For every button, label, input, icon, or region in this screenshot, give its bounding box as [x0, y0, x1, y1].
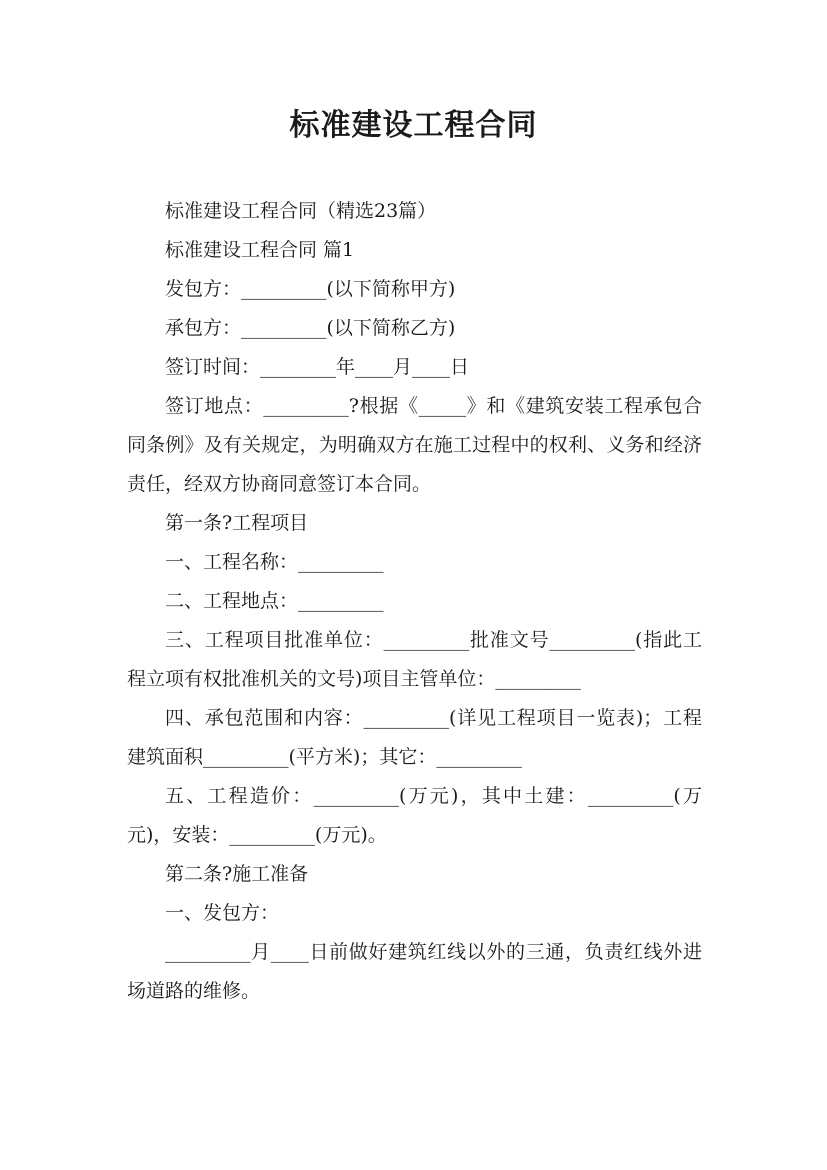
paragraph-sign-place: 签订地点：_________?根据《_____》和《建筑安装工程承包合同条例》及有关规定，为明确双方在施工过程中的权利、义务和经济责任，经双方协商同意签订本合同。	[127, 395, 702, 495]
paragraph-project-cost: 五、工程造价：_________(万元)，其中土建：_________(万元)，安装：_________(万元)。	[127, 785, 702, 846]
paragraph-article-2: 第二条?施工准备	[165, 863, 309, 885]
paragraph-article-1: 第一条?工程项目	[165, 512, 309, 534]
paragraph-party-a: 发包方：_________(以下简称甲方)	[165, 278, 456, 300]
paragraph-employer: 一、发包方：	[165, 902, 280, 924]
paragraph-project-location: 二、工程地点：_________	[165, 590, 384, 612]
paragraph-party-b: 承包方：_________(以下简称乙方)	[165, 317, 456, 339]
document-title: 标准建设工程合同	[289, 108, 538, 143]
paragraph-preparation: _________月____日前做好建筑红线以外的三通，负责红线外进场道路的维修。	[127, 941, 702, 1002]
paragraph-contract-scope: 四、承包范围和内容：_________(详见工程项目一览表)；工程建筑面积_________(平方米)；其它：_________	[127, 707, 702, 768]
paragraph-sign-date: 签订时间：________年____月____日	[165, 356, 470, 378]
document-body	[127, 192, 702, 1011]
paragraph-section-heading: 标准建设工程合同 篇1	[165, 239, 355, 261]
paragraph-subtitle: 标准建设工程合同（精选23篇）	[165, 200, 437, 222]
paragraph-project-name: 一、工程名称：_________	[165, 551, 384, 573]
paragraph-approval-unit: 三、工程项目批准单位：_________批准文号_________(指此工程立项有权批准机关的文号)项目主管单位：_________	[127, 629, 702, 690]
